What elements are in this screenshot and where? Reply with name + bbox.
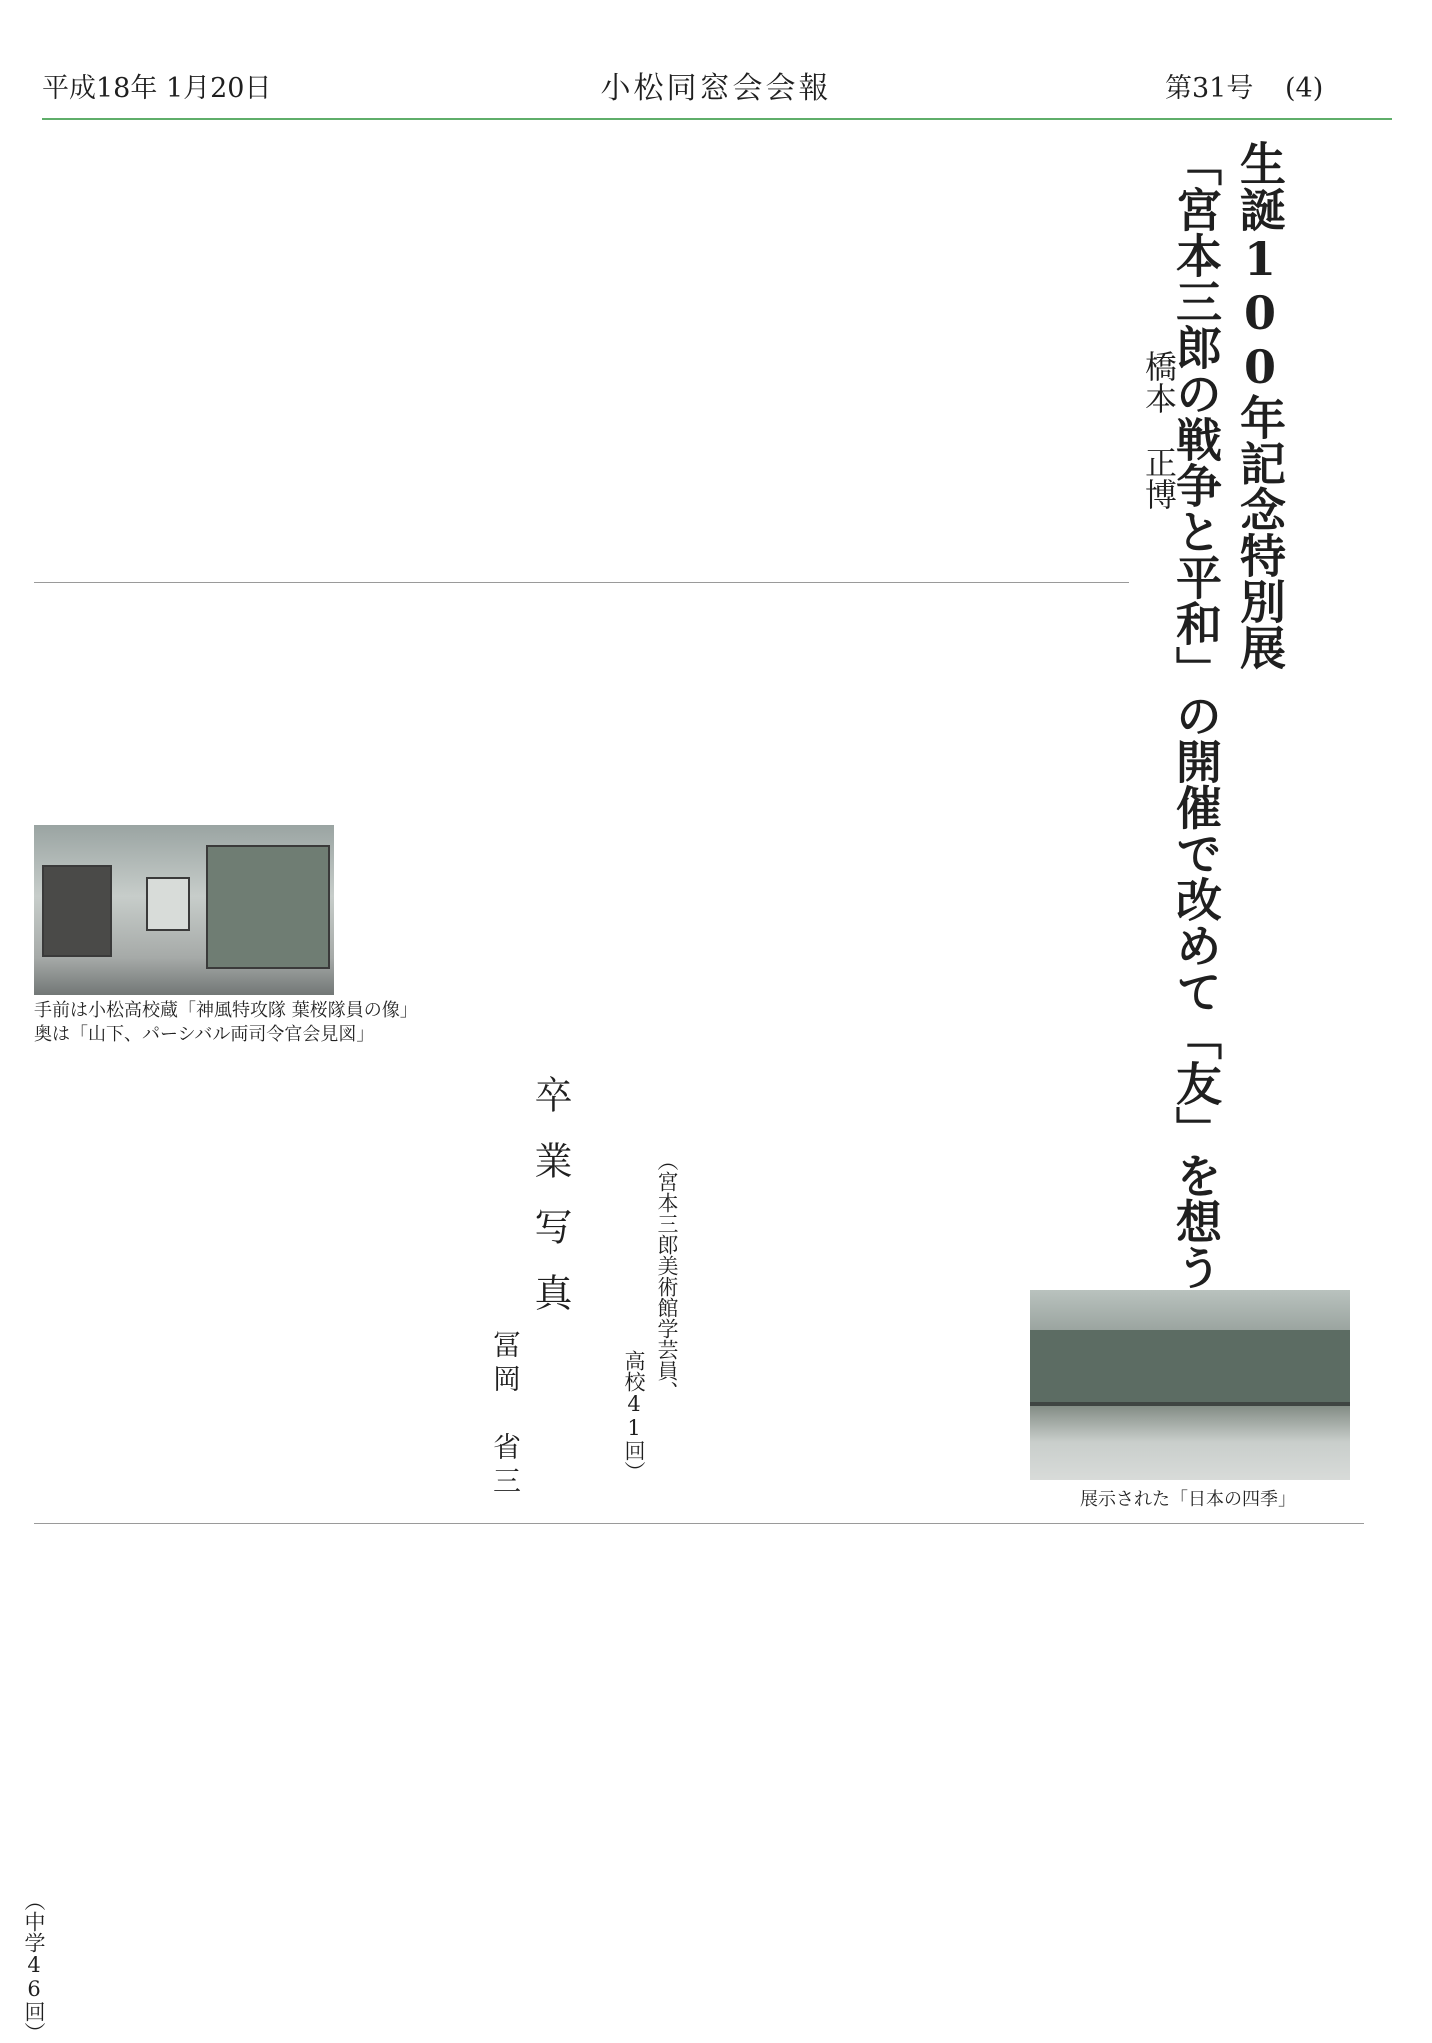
large-painting [206,845,330,969]
rail [1030,1402,1350,1406]
mural-band [1030,1330,1350,1404]
photo1-caption-line2: 奥は「山下、パーシバル両司令官会見図」 [34,1024,375,1045]
exhibition-photo-2 [1030,1290,1350,1480]
author-credit-2: 高校41回） [622,1350,646,1482]
column-divider [34,582,1129,583]
photo1-caption-line1: 手前は小松高校蔵「神風特攻隊 葉桜隊員の像」 [34,1000,418,1021]
section-divider [34,1523,1364,1524]
article-author: 橋本 正博 [1140,350,1178,510]
header-rule [42,118,1392,120]
section-signature: （中学46回） [22,1890,46,2043]
section-author: 冨岡 省三 [489,1330,522,1500]
article-title-line2: 「宮本三郎の戦争と平和」の開催で改めて「友」を想う [1169,140,1223,1290]
photo2-caption: 展示された「日本の四季」 [1080,1489,1296,1510]
issue-number: 第31号 [1165,73,1254,104]
portrait-painting [42,865,112,957]
issue-date: 平成18年 1月20日 [42,73,272,104]
page-number: (4) [1285,73,1324,104]
section-title: 卒業写真 [528,1075,572,1339]
exhibition-photo-1 [34,825,334,995]
small-painting [146,877,190,931]
article-title-line1: 生誕100年記念特別展 [1233,140,1287,670]
newsletter-title: 小松同窓会会報 [600,71,832,106]
author-credit: （宮本三郎美術館学芸員、 [655,1150,679,1402]
